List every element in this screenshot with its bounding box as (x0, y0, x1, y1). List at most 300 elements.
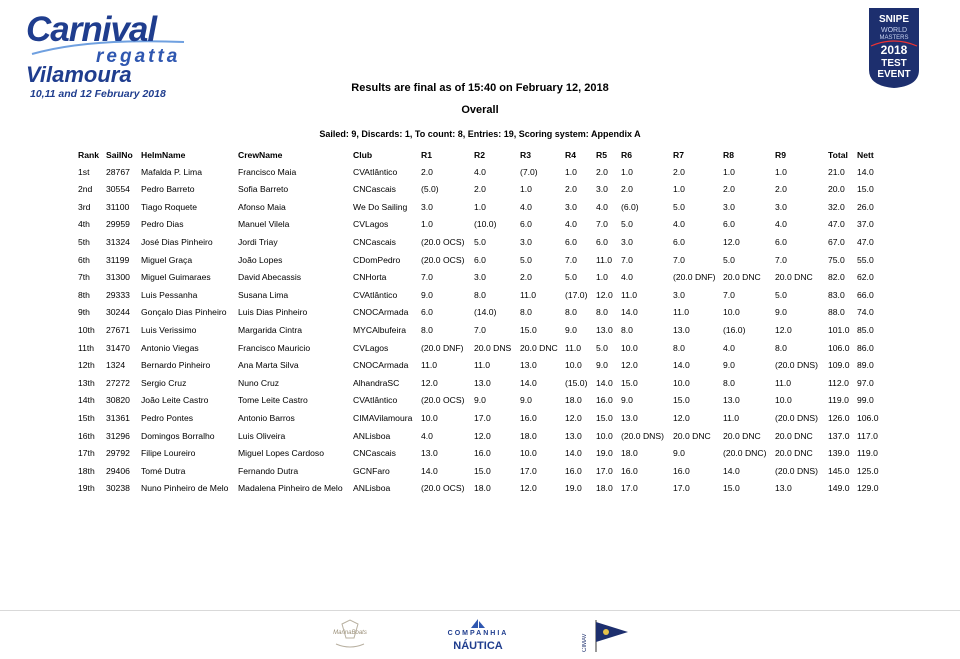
logo-dates: 10,11 and 12 February 2018 (30, 88, 166, 100)
marina-boats-logo (328, 618, 372, 654)
cell-r5: 8.0 (596, 307, 608, 318)
cell-r3: 2.0 (520, 272, 532, 283)
cell-helm: Luis Pessanha (141, 289, 198, 300)
cell-total: 139.0 (828, 448, 850, 459)
column-header-helm: HelmName (141, 150, 186, 160)
cell-club: CVLagos (353, 342, 389, 353)
badge-line-4: TEST (881, 58, 907, 69)
cell-r3: 15.0 (520, 324, 537, 335)
cell-crew: Ana Marta Silva (238, 360, 299, 371)
cell-r4: 6.0 (565, 236, 577, 247)
cell-total: 82.0 (828, 272, 845, 283)
cell-sailno: 31199 (106, 254, 130, 265)
cell-nett: 119.0 (857, 448, 878, 459)
cell-r5: 17.0 (596, 465, 613, 476)
cell-r4: 13.0 (565, 430, 582, 441)
cell-r8: 5.0 (723, 254, 735, 265)
cell-r1: 4.0 (421, 430, 433, 441)
cell-r7: 2.0 (673, 166, 685, 177)
cell-sailno: 29792 (106, 448, 130, 459)
column-header-r1: R1 (421, 150, 432, 160)
cell-total: 75.0 (828, 254, 845, 265)
cell-r3: 13.0 (520, 360, 537, 371)
cell-r3: 12.0 (520, 483, 537, 494)
cell-r2: 13.0 (474, 377, 491, 388)
cell-r8: 6.0 (723, 219, 735, 230)
cell-r3: 3.0 (520, 236, 532, 247)
cell-rank: 13th (78, 377, 95, 388)
cell-rank: 7th (78, 272, 90, 283)
cell-r5: 13.0 (596, 324, 613, 335)
cell-rank: 8th (78, 289, 90, 300)
cell-helm: Filipe Loureiro (141, 448, 196, 459)
cell-nett: 97.0 (857, 377, 874, 388)
cell-r9: 5.0 (775, 289, 787, 300)
cell-r9: 9.0 (775, 307, 787, 318)
cell-r5: 12.0 (596, 289, 613, 300)
cell-sailno: 28767 (106, 166, 130, 177)
cell-club: ANLisboa (353, 430, 391, 441)
cell-sailno: 30554 (106, 184, 130, 195)
cell-nett: 26.0 (857, 201, 874, 212)
cell-total: 101.0 (828, 324, 850, 335)
cell-r2: 5.0 (474, 236, 486, 247)
cell-r2: 6.0 (474, 254, 486, 265)
scoring-summary: Sailed: 9, Discards: 1, To count: 8, Entries: 19, Scoring system: Appendix A (319, 129, 641, 139)
cell-r9: (20.0 DNS) (775, 360, 818, 371)
cell-r4: 2.0 (565, 184, 577, 195)
cell-r9: 2.0 (775, 184, 787, 195)
cell-r6: 17.0 (621, 483, 638, 494)
cell-r1: 7.0 (421, 272, 433, 283)
cell-helm: Antonio Viegas (141, 342, 199, 353)
cell-rank: 5th (78, 236, 90, 247)
cell-rank: 2nd (78, 184, 93, 195)
cell-r2: 15.0 (474, 465, 491, 476)
cell-r9: 20.0 DNC (775, 430, 813, 441)
cell-rank: 14th (78, 395, 95, 406)
cell-crew: Antonio Barros (238, 412, 295, 423)
cell-sailno: 29406 (106, 465, 130, 476)
cell-crew: David Abecassis (238, 272, 302, 283)
cell-rank: 3rd (78, 201, 91, 212)
cell-r7: 9.0 (673, 448, 685, 459)
cell-club: CVLagos (353, 219, 389, 230)
cell-crew: Susana Lima (238, 289, 289, 300)
column-header-sailno: SailNo (106, 150, 133, 160)
cell-nett: 55.0 (857, 254, 874, 265)
cell-club: CIMAVilamoura (353, 412, 413, 423)
badge-line-5: EVENT (877, 69, 911, 80)
cell-club: AlhandraSC (353, 377, 400, 388)
cell-r6: 11.0 (621, 289, 638, 300)
cell-r4: 5.0 (565, 272, 577, 283)
cell-r4: 4.0 (565, 219, 577, 230)
cell-r8: 13.0 (723, 395, 740, 406)
cell-r6: 12.0 (621, 360, 638, 371)
cell-r8: 11.0 (723, 412, 740, 423)
badge-line-2: WORLD (880, 27, 908, 34)
cell-r5: 10.0 (596, 430, 613, 441)
cell-r8: 14.0 (723, 465, 740, 476)
cell-r6: 18.0 (621, 448, 638, 459)
cell-total: 67.0 (828, 236, 845, 247)
cell-r1: 12.0 (421, 377, 438, 388)
cell-nett: 89.0 (857, 360, 874, 371)
cell-r5: 4.0 (596, 201, 608, 212)
cell-club: CVAtlântico (353, 289, 398, 300)
cell-r1: (20.0 OCS) (421, 483, 465, 494)
cell-rank: 4th (78, 219, 90, 230)
cell-rank: 6th (78, 254, 90, 265)
cell-r2: 7.0 (474, 324, 486, 335)
cell-rank: 16th (78, 430, 95, 441)
cell-club: CNOCArmada (353, 360, 409, 371)
cell-rank: 19th (78, 483, 95, 494)
column-header-rank: Rank (78, 150, 100, 160)
cell-sailno: 31300 (106, 272, 130, 283)
cell-r9: 13.0 (775, 483, 792, 494)
cell-r3: 10.0 (520, 448, 537, 459)
cell-r2: 18.0 (474, 483, 491, 494)
column-header-total: Total (828, 150, 848, 160)
cell-r3: 18.0 (520, 430, 537, 441)
sponsor-2-bottom: NÁUTICA (453, 640, 503, 652)
cell-club: GCNFaro (353, 465, 390, 476)
cell-nett: 15.0 (857, 184, 874, 195)
cell-nett: 14.0 (857, 166, 874, 177)
cell-r3: 16.0 (520, 412, 537, 423)
cell-club: CNCascais (353, 448, 396, 459)
cell-r4: 12.0 (565, 412, 582, 423)
cell-rank: 9th (78, 307, 90, 318)
cell-club: ANLisboa (353, 483, 391, 494)
cell-r7: 1.0 (673, 184, 685, 195)
cell-helm: Luis Verissimo (141, 324, 197, 335)
cell-nett: 85.0 (857, 324, 874, 335)
cell-club: CDomPedro (353, 254, 401, 265)
cell-helm: Pedro Dias (141, 219, 184, 230)
cell-crew: Tome Leite Castro (238, 395, 308, 406)
cell-r2: 16.0 (474, 448, 491, 459)
cell-r2: 17.0 (474, 412, 491, 423)
cell-r6: (20.0 DNS) (621, 430, 664, 441)
cell-crew: Manuel Vilela (238, 219, 290, 230)
cell-club: CNOCArmada (353, 307, 409, 318)
cell-r9: 8.0 (775, 342, 787, 353)
cell-r6: 8.0 (621, 324, 633, 335)
cell-r8: 2.0 (723, 184, 735, 195)
cell-r2: 4.0 (474, 166, 486, 177)
cell-r9: 20.0 DNC (775, 448, 813, 459)
cell-crew: Luis Dias Pinheiro (238, 307, 308, 318)
cell-r2: (10.0) (474, 219, 497, 230)
cell-r3: 1.0 (520, 184, 532, 195)
cell-sailno: 27671 (106, 324, 130, 335)
cell-total: 88.0 (828, 307, 845, 318)
cell-total: 126.0 (828, 412, 850, 423)
cell-r8: 20.0 DNC (723, 272, 761, 283)
cell-r7: 10.0 (673, 377, 690, 388)
cell-r4: 18.0 (565, 395, 582, 406)
cell-r7: 3.0 (673, 289, 685, 300)
column-header-r9: R9 (775, 150, 786, 160)
cell-r3: 8.0 (520, 307, 532, 318)
cell-r6: 15.0 (621, 377, 638, 388)
cell-rank: 17th (78, 448, 95, 459)
cell-r7: 4.0 (673, 219, 685, 230)
cell-r6: 10.0 (621, 342, 638, 353)
cell-r7: 16.0 (673, 465, 690, 476)
cell-r3: 4.0 (520, 201, 532, 212)
cell-r8: 3.0 (723, 201, 735, 212)
cell-helm: Sergio Cruz (141, 377, 187, 388)
cell-r1: 13.0 (421, 448, 438, 459)
logo-line-3: Vilamoura (26, 62, 132, 87)
cell-r4: 8.0 (565, 307, 577, 318)
cell-r1: (20.0 DNF) (421, 342, 464, 353)
cell-r3: 17.0 (520, 465, 537, 476)
cell-r8: 9.0 (723, 360, 735, 371)
cell-r8: 12.0 (723, 236, 740, 247)
cell-r7: 15.0 (673, 395, 690, 406)
cell-r8: 7.0 (723, 289, 735, 300)
cell-crew: João Lopes (238, 254, 283, 265)
cell-r5: 19.0 (596, 448, 613, 459)
footer-divider (0, 610, 960, 611)
column-header-r8: R8 (723, 150, 734, 160)
cell-r6: 16.0 (621, 465, 638, 476)
cell-crew: Jordi Triay (238, 236, 278, 247)
column-header-r2: R2 (474, 150, 485, 160)
cell-r9: (20.0 DNS) (775, 412, 818, 423)
cell-r9: 3.0 (775, 201, 787, 212)
cell-total: 145.0 (828, 465, 850, 476)
cell-r8: 1.0 (723, 166, 735, 177)
cell-r1: 8.0 (421, 324, 433, 335)
cell-r4: 3.0 (565, 201, 577, 212)
cell-r9: 7.0 (775, 254, 787, 265)
cell-r4: (17.0) (565, 289, 588, 300)
cell-r7: 7.0 (673, 254, 685, 265)
cell-r4: 16.0 (565, 465, 582, 476)
cell-r9: 12.0 (775, 324, 792, 335)
cell-r7: 17.0 (673, 483, 690, 494)
cell-helm: Bernardo Pinheiro (141, 360, 211, 371)
cell-sailno: 27272 (106, 377, 130, 388)
cell-r8: 15.0 (723, 483, 740, 494)
sponsor-3-name: CIMAV (582, 633, 588, 652)
cell-r1: (20.0 OCS) (421, 395, 465, 406)
sponsor-2-top: COMPANHIA (447, 630, 509, 637)
cell-r2: 8.0 (474, 289, 486, 300)
cell-r1: (20.0 OCS) (421, 254, 465, 265)
column-header-club: Club (353, 150, 373, 160)
cell-club: CVAtlântico (353, 166, 398, 177)
cell-r8: (16.0) (723, 324, 746, 335)
cell-sailno: 29333 (106, 289, 130, 300)
cell-helm: Nuno Pinheiro de Melo (141, 483, 229, 494)
cell-total: 119.0 (828, 395, 849, 406)
cell-r3: (7.0) (520, 166, 538, 177)
cell-nett: 99.0 (857, 395, 874, 406)
cell-sailno: 31296 (106, 430, 130, 441)
cell-r2: 3.0 (474, 272, 486, 283)
column-header-r6: R6 (621, 150, 632, 160)
cell-rank: 18th (78, 465, 95, 476)
cell-r2: 2.0 (474, 184, 486, 195)
cell-r9: (20.0 DNS) (775, 465, 818, 476)
cell-r4: (15.0) (565, 377, 588, 388)
cell-club: MYCAlbufeira (353, 324, 407, 335)
cell-nett: 74.0 (857, 307, 874, 318)
cell-r7: 14.0 (673, 360, 690, 371)
cell-r1: 1.0 (421, 219, 433, 230)
cell-r9: 11.0 (775, 377, 792, 388)
cell-r7: 20.0 DNC (673, 430, 711, 441)
cell-total: 112.0 (828, 377, 849, 388)
cell-crew: Francisco Maia (238, 166, 297, 177)
cell-r6: 7.0 (621, 254, 633, 265)
cell-rank: 12th (78, 360, 95, 371)
cell-nett: 47.0 (857, 236, 874, 247)
cell-crew: Madalena Pinheiro de Melo (238, 483, 343, 494)
cell-r3: 5.0 (520, 254, 532, 265)
cell-r8: (20.0 DNC) (723, 448, 767, 459)
cell-rank: 15th (78, 412, 95, 423)
cell-r2: 9.0 (474, 395, 486, 406)
cell-r6: 4.0 (621, 272, 633, 283)
cell-rank: 11th (78, 342, 95, 353)
cell-sailno: 31324 (106, 236, 130, 247)
badge-line-3: MASTERS (879, 35, 909, 41)
cell-r6: 5.0 (621, 219, 633, 230)
cell-r1: 3.0 (421, 201, 433, 212)
cell-r7: 12.0 (673, 412, 690, 423)
cell-total: 47.0 (828, 219, 845, 230)
cell-r2: 20.0 DNS (474, 342, 512, 353)
cell-r5: 3.0 (596, 184, 608, 195)
cell-r1: 2.0 (421, 166, 433, 177)
column-header-crew: CrewName (238, 150, 283, 160)
cell-r9: 6.0 (775, 236, 787, 247)
cell-helm: José Dias Pinheiro (141, 236, 213, 247)
badge-line-1: SNIPE (878, 14, 909, 25)
cell-r5: 15.0 (596, 412, 613, 423)
cell-crew: Margarida Cintra (238, 324, 302, 335)
sponsor-1-name: MarinaBoats (333, 630, 367, 636)
cell-r6: 13.0 (621, 412, 638, 423)
cell-r6: (6.0) (621, 201, 639, 212)
cell-helm: Pedro Barreto (141, 184, 195, 195)
cell-helm: Pedro Pontes (141, 412, 194, 423)
cell-crew: Miguel Lopes Cardoso (238, 448, 324, 459)
cell-r5: 5.0 (596, 342, 608, 353)
cell-helm: João Leite Castro (141, 395, 209, 406)
cell-r1: 6.0 (421, 307, 433, 318)
cell-r3: 20.0 DNC (520, 342, 558, 353)
cell-r5: 14.0 (596, 377, 613, 388)
cell-total: 83.0 (828, 289, 845, 300)
cell-r8: 10.0 (723, 307, 740, 318)
cell-r7: 8.0 (673, 342, 685, 353)
marina-boats-icon (328, 618, 372, 654)
cell-club: CNCascais (353, 184, 396, 195)
cell-r8: 8.0 (723, 377, 735, 388)
results-final-heading: Results are final as of 15:40 on February 12, 2018 (351, 82, 609, 94)
cell-r3: 6.0 (520, 219, 532, 230)
cell-r9: 4.0 (775, 219, 787, 230)
cell-r4: 10.0 (565, 360, 582, 371)
cell-r5: 2.0 (596, 166, 608, 177)
cell-rank: 10th (78, 324, 95, 335)
cell-r5: 7.0 (596, 219, 608, 230)
cell-sailno: 31100 (106, 201, 130, 212)
cell-nett: 106.0 (857, 412, 879, 423)
cell-r1: 11.0 (421, 360, 438, 371)
cell-total: 20.0 (828, 184, 845, 195)
cell-nett: 86.0 (857, 342, 874, 353)
cell-club: CNCascais (353, 236, 396, 247)
cell-r4: 14.0 (565, 448, 582, 459)
cell-nett: 129.0 (857, 483, 879, 494)
cell-r4: 1.0 (565, 166, 577, 177)
cimav-logo (582, 618, 630, 654)
cell-r5: 18.0 (596, 483, 613, 494)
cell-rank: 1st (78, 166, 90, 177)
cell-total: 137.0 (828, 430, 850, 441)
cell-r1: 9.0 (421, 289, 433, 300)
cell-r9: 1.0 (775, 166, 787, 177)
cell-r8: 20.0 DNC (723, 430, 761, 441)
cell-club: CVAtlântico (353, 395, 398, 406)
cell-r2: (14.0) (474, 307, 497, 318)
cell-club: CNHorta (353, 272, 387, 283)
cell-nett: 62.0 (857, 272, 874, 283)
cell-nett: 37.0 (857, 219, 874, 230)
cell-r1: (5.0) (421, 184, 439, 195)
snipe-world-masters-badge (867, 6, 921, 90)
cell-r2: 1.0 (474, 201, 486, 212)
column-header-r7: R7 (673, 150, 684, 160)
cell-crew: Afonso Maia (238, 201, 286, 212)
cell-r6: 9.0 (621, 395, 633, 406)
cell-r6: 1.0 (621, 166, 633, 177)
overall-heading: Overall (461, 104, 499, 116)
logo-line-1: Carnival (26, 10, 157, 49)
column-header-r3: R3 (520, 150, 531, 160)
cell-r5: 16.0 (596, 395, 613, 406)
cell-r5: 1.0 (596, 272, 608, 283)
cell-r9: 20.0 DNC (775, 272, 813, 283)
cell-r9: 10.0 (775, 395, 792, 406)
cell-total: 149.0 (828, 483, 850, 494)
cell-nett: 66.0 (857, 289, 874, 300)
cell-sailno: 30820 (106, 395, 130, 406)
cell-r1: 14.0 (421, 465, 438, 476)
column-header-r5: R5 (596, 150, 607, 160)
cell-sailno: 30244 (106, 307, 130, 318)
cell-r4: 19.0 (565, 483, 582, 494)
cell-r6: 2.0 (621, 184, 633, 195)
sailboat-icon (468, 618, 488, 630)
cell-helm: Gonçalo Dias Pinheiro (141, 307, 227, 318)
cell-sailno: 1324 (106, 360, 126, 371)
cell-r3: 9.0 (520, 395, 532, 406)
companhia-nautica-logo (440, 618, 516, 654)
cell-crew: Nuno Cruz (238, 377, 280, 388)
cell-r7: (20.0 DNF) (673, 272, 716, 283)
